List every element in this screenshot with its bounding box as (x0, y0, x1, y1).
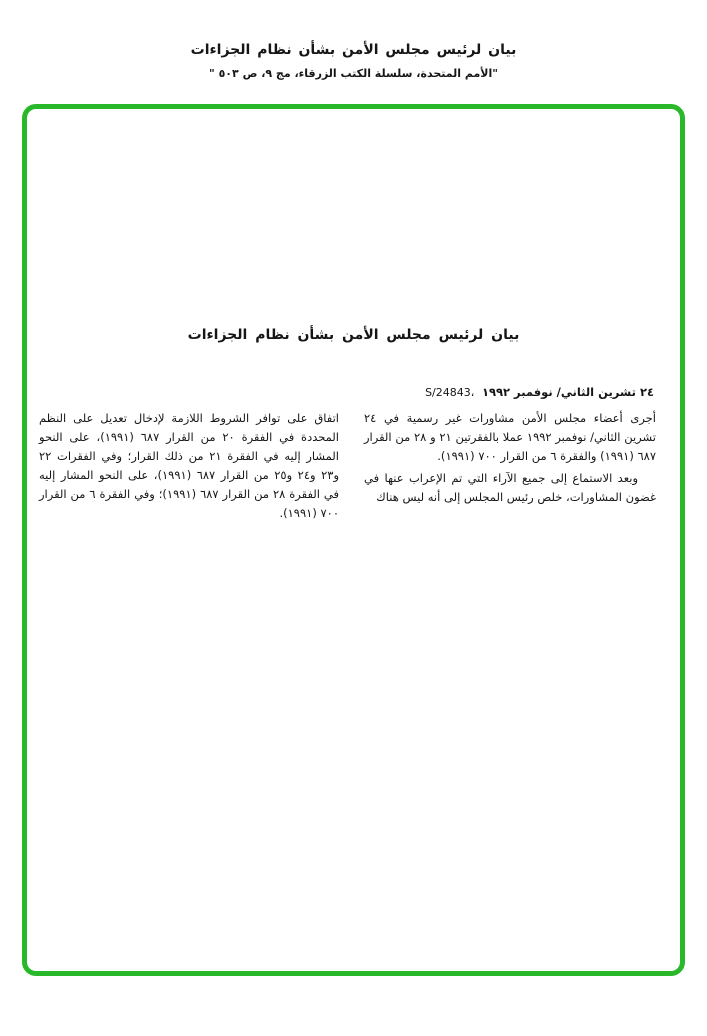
document-title: بيان لرئيس مجلس الأمن بشأن نظام الجزاءات (187, 327, 520, 343)
document-date: ٢٤ تشرين الثاني/ نوفمبر ١٩٩٢ (481, 385, 654, 399)
paragraph: وبعد الاستماع إلى جميع الآراء التي تم الإعراب عنها في غضون المشاورات، خلص رئيس المجلس إلى أنه ليس هناك (364, 471, 656, 504)
paragraph: أجرى أعضاء مجلس الأمن مشاورات غير رسمية في ٢٤ تشرين الثاني/ نوفمبر ١٩٩٢ عملا بالفقرتين ٢١ و ٢٨ من القرار ٦٨٧ (١٩٩١) والفقرة ٦ من القرار ٧٠٠ (١٩٩١). (364, 411, 656, 463)
document-symbol-date-line (425, 385, 654, 399)
document-symbol: S/24843، (425, 386, 475, 399)
highlight-border (22, 104, 685, 976)
page-header-source: "الأمم المتحدة، سلسلة الكتب الزرقاء، مج ٩، ص ٥٠٣ " (209, 67, 498, 80)
text-column-left (39, 409, 339, 523)
paragraph: اتفاق على توافر الشروط اللازمة لإدخال تعديل على النظم المحددة في الفقرة ٢٠ من القرار ٦٨٧ (١٩٩١)، على النحو المشار إليه في الفقرة ٢١ من ذلك القرار؛ وفي الفقرات ٢٢ و٢٣ و٢٤ و٢٥ من القرار ٦٨٧ (١٩٩١)، على النحو المشار إليه في الفقرة ٢٨ من القرار ٦٨٧ (١٩٩١)؛ وفي الفقرة ٦ من القرار ٧٠٠ (١٩٩١). (39, 411, 339, 520)
page-header-title: بيان لرئيس مجلس الأمن بشأن نظام الجزاءات (190, 42, 517, 58)
text-column-right (364, 409, 656, 507)
